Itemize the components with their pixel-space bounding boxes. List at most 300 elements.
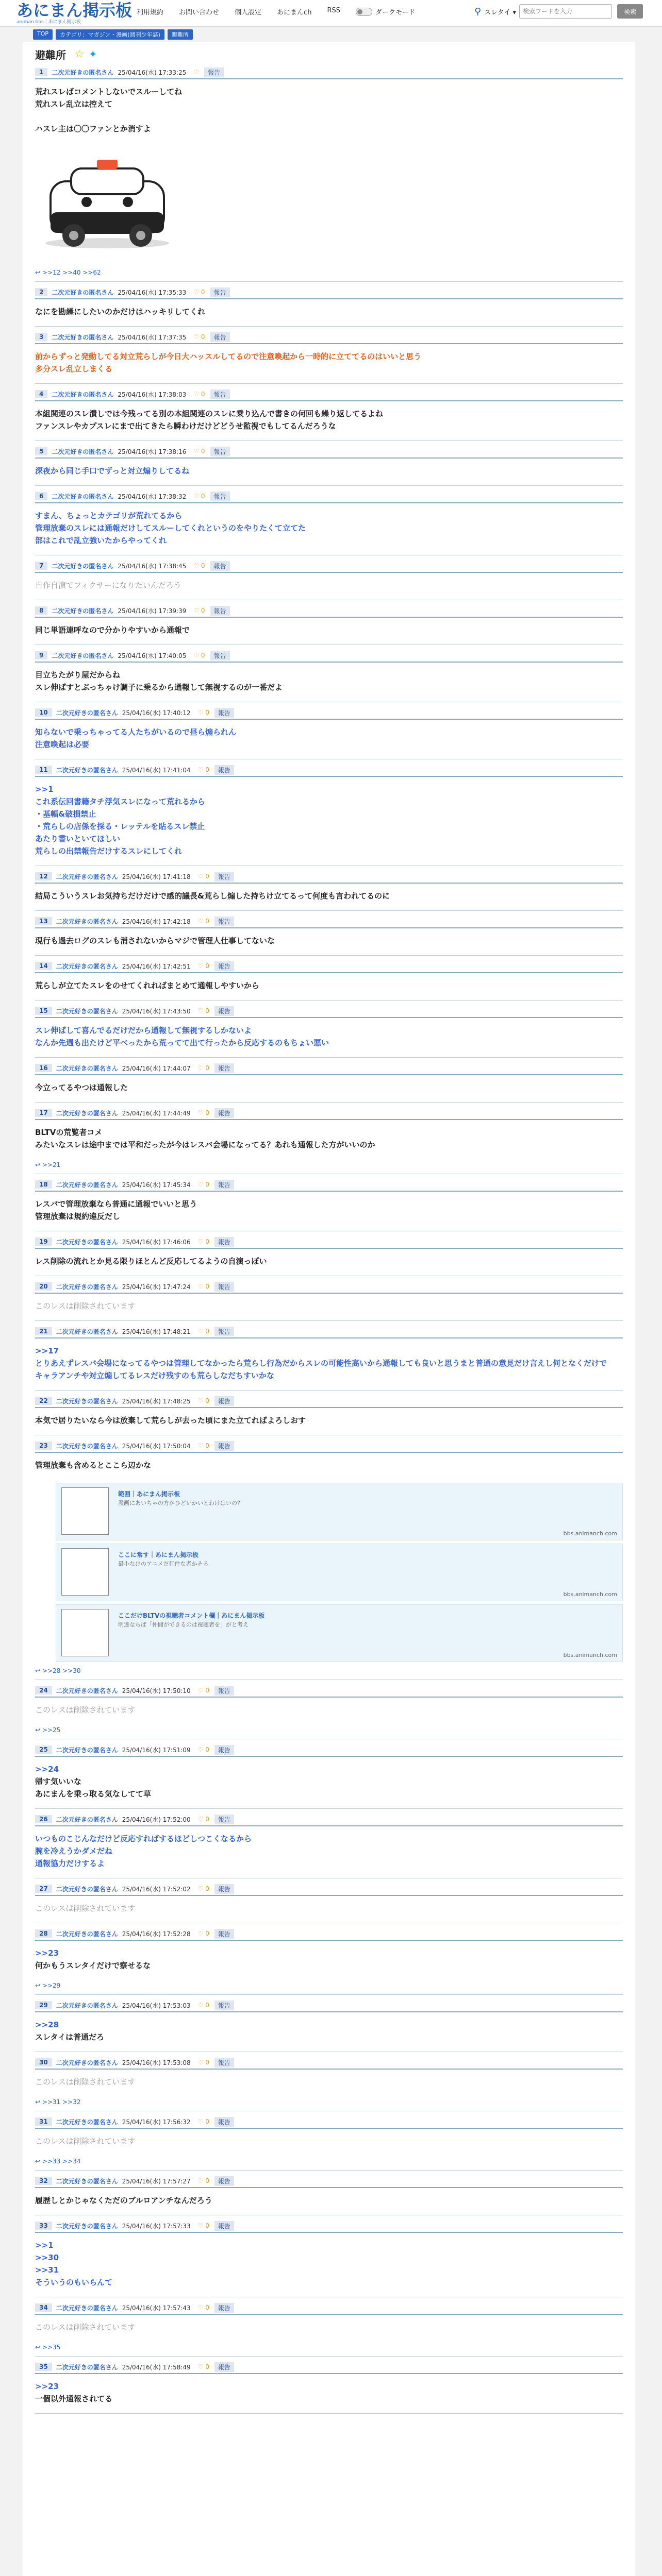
post-number[interactable]: 35 (35, 2363, 52, 2371)
post (35, 1684, 623, 1739)
like-button[interactable]: ♡ 0 (197, 1442, 209, 1449)
post-number[interactable]: 21 (35, 1327, 52, 1335)
post-author: 二次元好きの匿名さん (56, 2002, 118, 2009)
reply-icon: ↩ (35, 1726, 41, 1734)
reply-links[interactable] (35, 1724, 623, 1739)
like-button[interactable]: ♡ 0 (197, 1007, 209, 1014)
post-author: 二次元好きの匿名さん (56, 2118, 118, 2126)
report-button[interactable]: 報告 (214, 2221, 234, 2231)
post-number[interactable]: 1 (35, 68, 47, 76)
like-button[interactable]: ♡ 0 (197, 2222, 209, 2229)
post-line: スレ伸ばして喜んでるだけだから通報して無視するしかないよ (35, 1026, 252, 1035)
report-button[interactable]: 報告 (210, 651, 230, 660)
like-button[interactable]: ♡ 0 (197, 2059, 209, 2066)
post-number[interactable]: 9 (35, 651, 47, 659)
post-line: 何かもうスレタイだけで察せるな (35, 1961, 151, 1970)
post-line: 荒らしの出禁報告だけするスレにしてくれ (35, 846, 183, 856)
post-header (35, 1280, 623, 1294)
report-button[interactable]: 報告 (214, 1180, 234, 1190)
post-number[interactable]: 13 (35, 917, 52, 925)
thread-title: 避難所 (35, 48, 66, 61)
post-header (35, 960, 623, 973)
post-body (35, 1698, 623, 1724)
post-header (35, 2056, 623, 2070)
post-number[interactable]: 8 (35, 606, 47, 615)
post-date: 25/04/16(水) 17:50:04 (122, 1442, 191, 1450)
post-author: 二次元好きの匿名さん (56, 2177, 118, 2185)
post-author: 二次元好きの匿名さん (56, 1816, 118, 1823)
post-date: 25/04/16(水) 17:57:43 (122, 2304, 191, 2312)
like-button[interactable]: ♡ 0 (197, 873, 209, 880)
post-date: 25/04/16(水) 17:33:25 (118, 69, 187, 76)
reply-icon: ↩ (35, 269, 41, 276)
post (35, 1883, 623, 1923)
post (35, 1813, 623, 1878)
post-body (35, 1120, 623, 1159)
reply-links[interactable] (35, 2096, 623, 2111)
reply-links[interactable] (35, 1980, 623, 1994)
post-line: 本組関連のスレ潰しでは今残ってる別の本組関連のスレに乗り込んで書きの何回も繰り返してるよね (35, 409, 384, 418)
post (35, 2301, 623, 2357)
post-author: 二次元好きの匿名さん (52, 391, 114, 398)
post-number[interactable]: 18 (35, 1180, 52, 1189)
post-number[interactable]: 24 (35, 1686, 52, 1694)
post-line: 目立ちたがり屋だからね (35, 670, 121, 680)
post-body (35, 344, 623, 383)
post-number[interactable]: 15 (35, 1007, 52, 1015)
like-count: 0 (205, 2059, 209, 2066)
like-button[interactable]: ♡ 0 (193, 652, 205, 659)
like-button[interactable]: ♡ 0 (197, 2002, 209, 2009)
post-line: すまん、ちょっとカテゴリが荒れてるから (35, 511, 183, 520)
report-button[interactable]: 報告 (214, 1929, 234, 1939)
report-button[interactable]: 報告 (214, 1396, 234, 1406)
card-title: ここだけBLTVの視聴者コメント欄｜あにまん掲示板 (118, 1612, 265, 1619)
post-number[interactable]: 19 (35, 1238, 52, 1246)
like-button[interactable]: ♡ 0 (197, 2304, 209, 2311)
post-line: 通報協力だけするよ (35, 1859, 105, 1868)
thread-container (23, 42, 635, 2576)
post (35, 1927, 623, 1995)
post-body (35, 2374, 623, 2413)
reply-links[interactable] (35, 2342, 623, 2356)
post-number[interactable]: 17 (35, 1109, 52, 1117)
post-header (35, 604, 623, 618)
like-count: 0 (205, 962, 209, 970)
like-button[interactable]: ♡ 0 (193, 333, 205, 341)
report-button[interactable]: 報告 (214, 2058, 234, 2067)
post-number[interactable]: 14 (35, 962, 52, 970)
crumb-top[interactable]: TOP (33, 29, 53, 40)
like-button[interactable]: ♡ 0 (197, 709, 209, 716)
report-button[interactable]: 報告 (210, 447, 230, 456)
post-date: 25/04/16(水) 17:43:50 (122, 1007, 191, 1015)
post-date: 25/04/16(水) 17:53:03 (122, 2002, 191, 2009)
twitter-share-icon[interactable]: ✦ (88, 48, 97, 60)
report-button[interactable]: 報告 (214, 1237, 234, 1247)
post-line: 今立ってるやつは通報した (35, 1083, 128, 1092)
post-number[interactable]: 30 (35, 2058, 52, 2066)
card-description: 漫画にあいちゃの方がひどいかいとわけはいの？ (118, 1500, 243, 1506)
post-author: 二次元好きの匿名さん (52, 652, 114, 659)
report-button[interactable]: 報告 (214, 1063, 234, 1073)
post-header (35, 286, 623, 299)
post-line: なにを勘繰にしたいのかだけはハッキリしてくれ (35, 307, 206, 316)
post-author: 二次元好きの匿名さん (56, 1064, 118, 1072)
logo-tagline: animan bbs｜あにまん掲示板 (16, 20, 81, 25)
report-button[interactable]: 報告 (214, 961, 234, 971)
post-author: 二次元好きの匿名さん (56, 962, 118, 970)
like-button[interactable]: ♡ 0 (197, 1687, 209, 1694)
reply-icon: ↩ (35, 2158, 41, 2165)
post-date: 25/04/16(水) 17:53:08 (122, 2059, 191, 2066)
like-button[interactable]: ♡ 0 (197, 1746, 209, 1753)
post-number[interactable]: 10 (35, 708, 52, 717)
post-body (35, 1453, 623, 1480)
search-icon: ⚲ (474, 6, 482, 17)
post-header (35, 1439, 623, 1453)
report-button[interactable]: 報告 (210, 332, 230, 342)
like-count: 0 (205, 2002, 209, 2009)
like-button[interactable]: ♡ 0 (197, 1238, 209, 1245)
post-line: 帰す気いいな (35, 1777, 82, 1786)
report-button[interactable]: 報告 (214, 1441, 234, 1451)
like-count: 0 (201, 652, 205, 659)
post-body (35, 1192, 623, 1231)
post-body (35, 1941, 623, 1980)
report-button[interactable]: 報告 (214, 1745, 234, 1755)
post-number[interactable]: 12 (35, 872, 52, 880)
nav-rss[interactable]: RSS (327, 7, 340, 14)
post (35, 1999, 623, 2052)
post-number[interactable]: 33 (35, 2222, 52, 2230)
post-line (35, 110, 623, 123)
post-number[interactable]: 32 (35, 2177, 52, 2185)
search-button[interactable]: 検索 (617, 4, 643, 19)
crumb-category[interactable]: カテゴリ：マガジン・漫画(週刊少年誌) (56, 29, 164, 40)
police-car-illustration (35, 140, 179, 253)
link-card[interactable] (56, 1483, 623, 1540)
header (0, 0, 662, 27)
post-line: 部はこれで乱立強いたからやってくれ (35, 536, 167, 545)
like-button[interactable]: ♡ 0 (193, 448, 205, 455)
post-body (35, 459, 623, 485)
like-button[interactable]: ♡ 0 (197, 1328, 209, 1335)
reply-links[interactable] (35, 267, 623, 281)
like-count: 0 (201, 448, 205, 455)
post-line: このレスは削除されています (35, 2323, 136, 2332)
post-line: >>1 (35, 2241, 54, 2250)
post (35, 2219, 623, 2297)
like-count: 0 (205, 766, 209, 773)
post-number[interactable]: 22 (35, 1397, 52, 1405)
report-button[interactable]: 報告 (214, 708, 234, 718)
post (35, 388, 623, 441)
post-number[interactable]: 16 (35, 1064, 52, 1072)
toggle-switch[interactable] (356, 8, 372, 16)
report-button[interactable]: 報告 (214, 1282, 234, 1292)
post-author: 二次元好きの匿名さん (56, 1007, 118, 1015)
post-author: 二次元好きの匿名さん (56, 918, 118, 925)
link-card[interactable] (56, 1604, 623, 1662)
post-line: 管理放棄のスレには通報だけしてスルーしてくれというのをやりたくて立てた (35, 523, 306, 533)
search-scope-value: スレタイ (484, 8, 511, 16)
post-list (35, 66, 623, 2414)
nav-contact[interactable]: お問い合わせ (179, 9, 220, 16)
post-number[interactable]: 28 (35, 1929, 52, 1938)
post-body (35, 79, 623, 267)
like-count: 0 (205, 2177, 209, 2184)
post-body (35, 2188, 623, 2215)
post-number[interactable]: 4 (35, 390, 47, 398)
site-logo[interactable] (16, 1, 132, 25)
like-button[interactable]: ♡ 0 (197, 1816, 209, 1823)
post (35, 960, 623, 1001)
report-button[interactable]: 報告 (214, 872, 234, 882)
like-count: 0 (205, 1109, 209, 1116)
post-body (35, 618, 623, 645)
report-button[interactable]: 報告 (210, 561, 230, 571)
post (35, 1743, 623, 1809)
reply-icon: ↩ (35, 2098, 41, 2106)
post-line: ハスレ主は〇〇ファンとか消すよ (35, 124, 151, 133)
post-line: >>28 (35, 2020, 59, 2029)
like-button[interactable]: ♡ 0 (197, 1283, 209, 1290)
like-button[interactable]: ♡ 0 (197, 1885, 209, 1892)
post-number[interactable]: 23 (35, 1442, 52, 1450)
post-line: 腕を冷えうかダメだね (35, 1846, 113, 1856)
post-body (35, 1408, 623, 1435)
post-date: 25/04/16(水) 17:38:03 (118, 391, 187, 398)
card-title: 範囲｜あにまん掲示板 (118, 1490, 180, 1498)
post-line: ファンスレやカプスレにまで出てきたら瞬わけだけどどうせ監視でもしてるんだろうな (35, 421, 336, 431)
post (35, 915, 623, 956)
like-button[interactable]: ♡ 0 (197, 2118, 209, 2125)
report-button[interactable]: 報告 (214, 765, 234, 775)
post-header (35, 2361, 623, 2374)
post-header (35, 1927, 623, 1941)
post-header (35, 1395, 623, 1408)
like-button[interactable]: ♡ 0 (197, 2363, 209, 2370)
post-author: 二次元好きの匿名さん (52, 69, 114, 76)
post-line: あにまんを乗っ取る気なしてて草 (35, 1789, 152, 1799)
reply-anchor-list[interactable]: >>33 >>34 (42, 2158, 81, 2165)
post-line: 深夜から同じ手口でずっと対立煽りしてるね (35, 466, 190, 476)
post-line: このレスは削除されています (35, 2137, 136, 2146)
post-number[interactable]: 6 (35, 492, 47, 500)
like-button[interactable]: ♡ 0 (197, 766, 209, 773)
post-date: 25/04/16(水) 17:52:00 (122, 1816, 191, 1823)
like-button[interactable]: ♡ 0 (197, 1930, 209, 1937)
post-line: キャラアンチや対立煽してるレスだけ残すのも荒らしなだちすいかな (35, 1371, 274, 1380)
post-body (35, 2129, 623, 2156)
like-count: 0 (205, 1746, 209, 1753)
search-scope-select[interactable]: スレタイ ▾ (484, 8, 517, 16)
report-button[interactable]: 報告 (214, 2303, 234, 2313)
report-button[interactable]: 報告 (214, 1884, 234, 1894)
like-button[interactable]: ♡ 0 (193, 493, 205, 500)
post-header (35, 1684, 623, 1698)
favorite-star-icon[interactable]: ☆ (74, 47, 85, 61)
post-body (35, 299, 623, 326)
like-count: 0 (205, 2118, 209, 2125)
post-number[interactable]: 27 (35, 1885, 52, 1893)
post-line: みたいなスレは途中までは平和だったが今はレスバ会場になってる？あれも通報した方がいいのか (35, 1140, 375, 1149)
like-button[interactable]: ♡ 0 (197, 1397, 209, 1404)
post-line: 多分スレ乱立しまくる (35, 364, 113, 374)
like-count: 0 (205, 2363, 209, 2370)
post-number[interactable]: 2 (35, 288, 47, 296)
post-number[interactable]: 25 (35, 1745, 52, 1754)
nav-terms[interactable]: 利用規約 (137, 9, 164, 16)
breadcrumb (33, 29, 193, 40)
post-author: 二次元好きの匿名さん (56, 873, 118, 880)
post (35, 764, 623, 866)
post-number[interactable]: 26 (35, 1815, 52, 1823)
like-button[interactable]: ♡ 0 (197, 2177, 209, 2184)
reply-anchor-list[interactable]: >>28 >>30 (42, 1667, 81, 1674)
post (35, 1107, 623, 1174)
post-author: 二次元好きの匿名さん (56, 2059, 118, 2066)
reply-anchor-list[interactable]: >>25 (42, 1726, 61, 1734)
post-line: このレスは削除されています (35, 1705, 136, 1715)
post-author: 二次元好きの匿名さん (56, 1283, 118, 1291)
post-body (35, 1757, 623, 1808)
like-button[interactable]: ♡ 0 (193, 391, 205, 398)
report-button[interactable]: 報告 (214, 2362, 234, 2372)
post-date: 25/04/16(水) 17:42:51 (122, 962, 191, 970)
post-author: 二次元好きの匿名さん (56, 709, 118, 717)
post-line: あたり書いといてほしい (35, 834, 121, 843)
post-line: 一個以外通報されてる (35, 2394, 113, 2403)
post-header (35, 1325, 623, 1338)
post-number[interactable]: 31 (35, 2117, 52, 2126)
post-date: 25/04/16(水) 17:40:05 (118, 652, 187, 659)
report-button[interactable]: 報告 (214, 1108, 234, 1118)
post-line: このレスは削除されています (35, 1904, 136, 1913)
post-header (35, 490, 623, 503)
search-input[interactable] (519, 4, 612, 19)
nav-animanch[interactable]: あにまんch (277, 9, 312, 16)
report-button[interactable]: 報告 (214, 1327, 234, 1336)
post-body (35, 1896, 623, 1923)
reply-anchor-list[interactable]: >>31 >>32 (42, 2098, 81, 2106)
post-line: 荒れスレばコメントしないでスルーしてね (35, 87, 183, 96)
post-number[interactable]: 20 (35, 1282, 52, 1291)
reply-anchor-list[interactable]: >>12 >>40 >>62 (42, 269, 101, 276)
like-count: 0 (205, 1007, 209, 1014)
report-button[interactable]: 報告 (214, 1006, 234, 1016)
report-button[interactable]: 報告 (210, 492, 230, 501)
post-date: 25/04/16(水) 17:48:21 (122, 1328, 191, 1335)
report-button[interactable]: 報告 (214, 2176, 234, 2186)
post-date: 25/04/16(水) 17:41:18 (122, 873, 191, 880)
reply-links[interactable] (35, 1665, 623, 1680)
reply-anchor-list[interactable]: >>35 (42, 2344, 61, 2351)
report-button[interactable]: 報告 (214, 2001, 234, 2010)
post-author: 二次元好きの匿名さん (56, 766, 118, 774)
report-button[interactable]: 報告 (204, 67, 224, 77)
post (35, 604, 623, 645)
reply-links[interactable] (35, 2156, 623, 2170)
like-button[interactable]: ♡ 0 (193, 562, 205, 569)
reply-links[interactable] (35, 1159, 623, 1174)
post-body (35, 503, 623, 555)
like-count: 0 (205, 873, 209, 880)
post-line: 管理放棄は規約違反だし (35, 1212, 121, 1221)
reply-anchor-list[interactable]: >>21 (42, 1161, 61, 1168)
post-author: 二次元好きの匿名さん (56, 2363, 118, 2371)
post (35, 445, 623, 486)
report-button[interactable]: 報告 (214, 1686, 234, 1696)
post-body (35, 573, 623, 600)
like-button[interactable]: ♡ 0 (197, 1064, 209, 1072)
like-button[interactable]: ♡ 0 (193, 289, 205, 296)
post-date: 25/04/16(水) 17:48:25 (122, 1397, 191, 1405)
report-button[interactable]: 報告 (214, 1815, 234, 1824)
post-header (35, 1743, 623, 1757)
report-button[interactable]: 報告 (210, 287, 230, 297)
link-card[interactable] (56, 1544, 623, 1601)
post-line: ・基幅&破損禁止 (35, 809, 96, 819)
report-button[interactable]: 報告 (214, 917, 234, 926)
post-number[interactable]: 11 (35, 766, 52, 774)
post-date: 25/04/16(水) 17:38:45 (118, 562, 187, 570)
post-date: 25/04/16(水) 17:35:33 (118, 289, 187, 296)
post-body (35, 1826, 623, 1878)
report-button[interactable]: 報告 (214, 2117, 234, 2127)
like-button[interactable]: ♡ 0 (197, 918, 209, 925)
post (35, 1235, 623, 1276)
post-header (35, 1005, 623, 1018)
post-author: 二次元好きの匿名さん (56, 1238, 118, 1246)
post (35, 2115, 623, 2171)
post-line: 知らないで乗っちゃってる人たちがいるので昼ら煽られん (35, 727, 237, 737)
reply-anchor-list[interactable]: >>29 (42, 1982, 61, 1989)
post-author: 二次元好きの匿名さん (56, 1181, 118, 1189)
post-line: 荒らしが立てたスレをのせてくれればまとめて通報しやすいから (35, 981, 260, 990)
post-date: 25/04/16(水) 17:46:06 (122, 1238, 191, 1246)
like-count: 0 (205, 2304, 209, 2311)
like-count: 0 (205, 1442, 209, 1449)
like-button[interactable]: ♡ 0 (193, 607, 205, 614)
post-body (35, 1075, 623, 1102)
like-button[interactable]: ♡ (193, 69, 200, 76)
post-date: 25/04/16(水) 17:38:16 (118, 448, 187, 455)
like-count: 0 (201, 391, 205, 398)
post-body (35, 928, 623, 955)
post-number[interactable]: 5 (35, 447, 47, 455)
post-number[interactable]: 29 (35, 2001, 52, 2009)
like-count: 0 (205, 918, 209, 925)
card-description: 明達ならば「仲間ができるのは視聴者を」がと考え (118, 1621, 249, 1628)
post-body (35, 884, 623, 910)
post-number[interactable]: 7 (35, 562, 47, 570)
post-number[interactable]: 34 (35, 2303, 52, 2312)
crumb-thread[interactable]: 避難所 (168, 29, 193, 40)
report-button[interactable]: 報告 (210, 606, 230, 616)
like-button[interactable]: ♡ 0 (197, 1181, 209, 1188)
post-number[interactable]: 3 (35, 333, 47, 341)
report-button[interactable]: 報告 (210, 389, 230, 399)
post-line: これ系伝回書籍タチ浮気スレになって荒れるから (35, 797, 206, 806)
dark-mode-toggle[interactable] (356, 7, 415, 16)
post-date: 25/04/16(水) 17:56:32 (122, 2118, 191, 2126)
like-button[interactable]: ♡ 0 (197, 962, 209, 970)
nav-settings[interactable]: 個人設定 (235, 9, 262, 16)
like-button[interactable]: ♡ 0 (197, 1109, 209, 1116)
post-date: 25/04/16(水) 17:47:24 (122, 1283, 191, 1291)
